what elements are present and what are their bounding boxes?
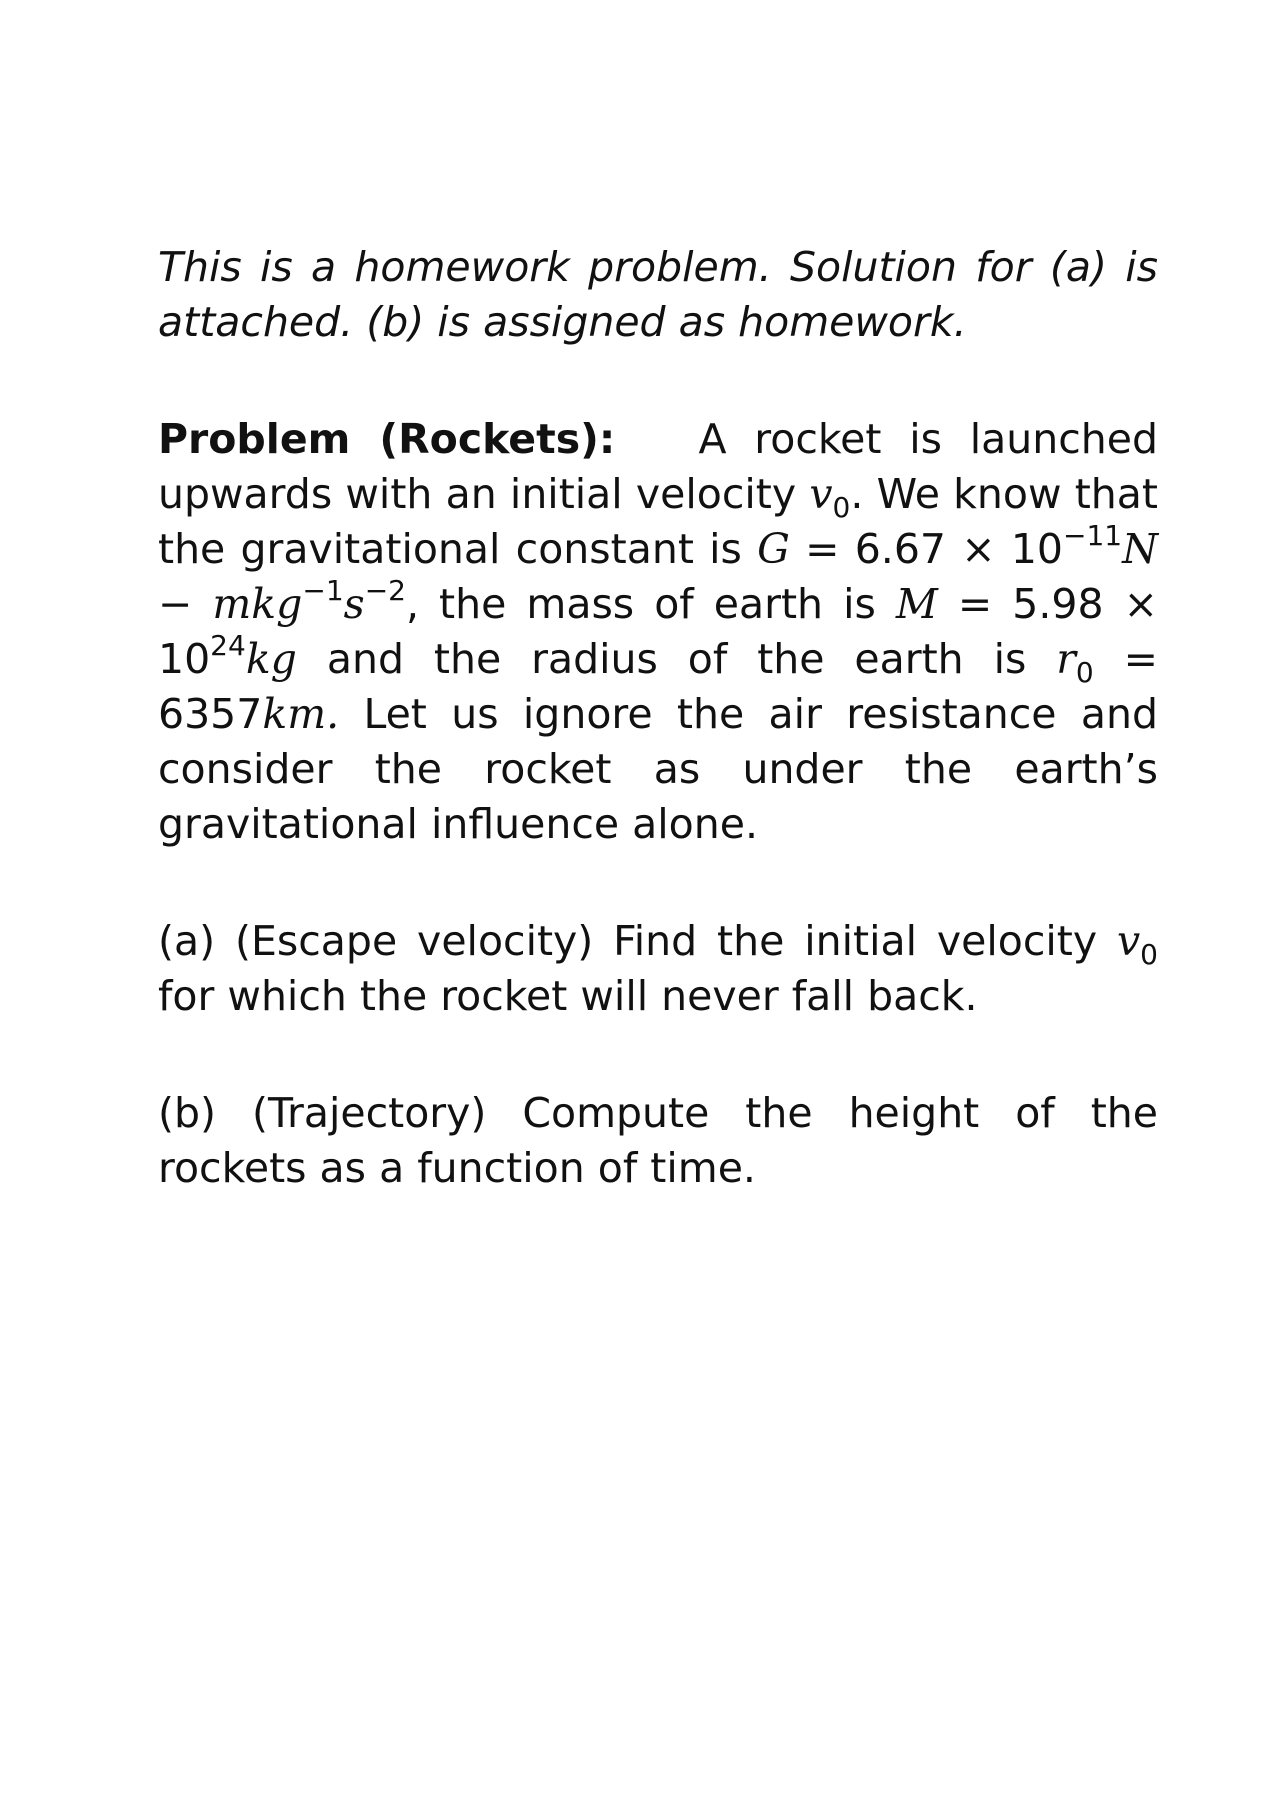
gravitational-constant-exponent: −11 (1063, 519, 1123, 552)
problem-sentence-5: Let us ignore the air resistance and consider the rocket as under the earth’s gravitational influence alone. (158, 690, 1158, 848)
part-a-label: (a) (Escape velocity) Find the initial velocity (158, 917, 1098, 965)
gravitational-constant-symbol: G (757, 525, 790, 573)
earth-radius-symbol (1056, 635, 1094, 689)
velocity-variable: v (809, 470, 833, 518)
initial-velocity-symbol (809, 470, 851, 524)
radius-variable: r (1056, 635, 1076, 683)
unit-seconds: s (343, 580, 365, 628)
part-a-rest: for which the rocket will never fall back. (158, 972, 978, 1020)
part-b-question: (b) (Trajectory) Compute the height of the rockets as a function of time. (158, 1089, 1158, 1192)
document-page (158, 240, 1158, 1196)
unit-exponent-s: −2 (364, 574, 406, 607)
velocity-subscript: 0 (832, 491, 851, 524)
intro-note: This is a homework problem. Solution for (a) is attached. (b) is assigned as homework. (158, 243, 1158, 346)
part-a-velocity-subscript: 0 (1140, 938, 1158, 971)
problem-sentence-1: A rocket is launched upwards with an initial velocity (158, 415, 1158, 518)
earth-mass-exponent: 24 (210, 629, 246, 662)
earth-mass-value: = 5.98 × 10 (158, 580, 1158, 683)
earth-radius-value: = 6357 (158, 635, 1158, 738)
part-a-velocity-variable: v (1117, 917, 1141, 965)
earth-mass-symbol: M (895, 580, 938, 628)
problem-sentence-3: , the mass of earth is (405, 580, 876, 628)
problem-heading: Problem (Rockets): (158, 415, 616, 463)
part-a-velocity-symbol (1117, 917, 1158, 971)
earth-mass-unit: kg (245, 635, 297, 683)
unit-exponent-kg: −1 (302, 574, 344, 607)
radius-subscript: 0 (1075, 656, 1094, 689)
problem-statement (158, 412, 1158, 852)
gravitational-constant-unit: N − mkg (158, 525, 1158, 628)
gravitational-constant-value: = 6.67 × 10 (789, 525, 1063, 573)
problem-sentence-4: and the radius of the earth is (296, 635, 1027, 683)
problem-sentence-2: . We know that the gravitational constant is (158, 470, 1158, 573)
part-a-question (158, 914, 1158, 1024)
earth-radius-unit: km. (262, 690, 340, 738)
